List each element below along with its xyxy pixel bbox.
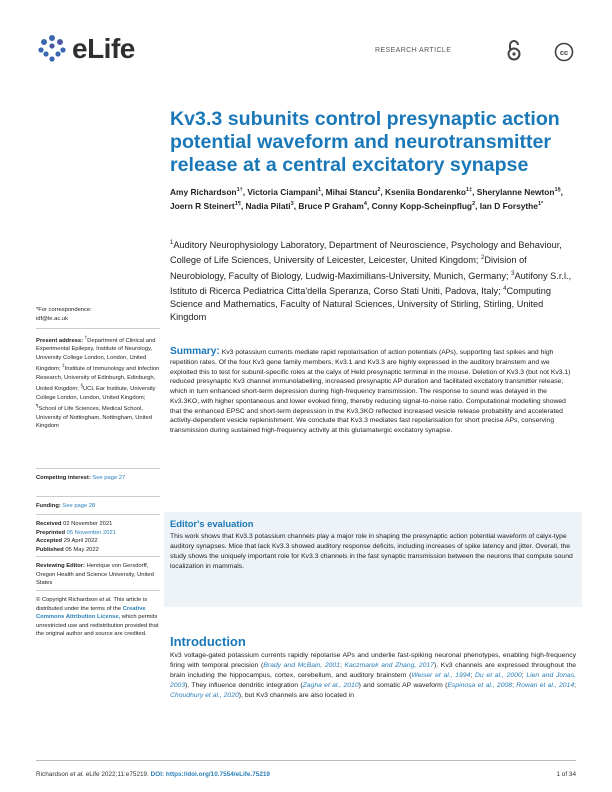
present-address-text: Institute of Immunology and Infection Research, University of Edinburgh, Edinburgh, United Kingdom; [36, 366, 160, 393]
date-label: Preprinted [36, 529, 65, 536]
date-label: Accepted [36, 538, 63, 544]
copyright-terms: This article is distributed under the terms of the [36, 597, 148, 612]
elife-logo[interactable] [36, 32, 136, 66]
present-address-text: Department of Clinical and Experimental Epilepsy, Institute of Neurology, University College London, London, United Kingdom; [36, 337, 156, 373]
correspondence-label: *For correspondence: [36, 307, 92, 313]
citation-link[interactable]: Brady and McBain, 2001 [263, 662, 340, 669]
author-superscript: 1* [537, 201, 544, 208]
article-type-label: RESEARCH ARTICLE [375, 47, 452, 54]
author-name[interactable]: Amy Richardson [170, 186, 237, 197]
date-row [36, 529, 160, 538]
sidebar-divider [36, 496, 160, 497]
author-name[interactable]: Joern R Steinert [170, 201, 235, 211]
page-number: 1 of 34 [556, 771, 576, 778]
date-value: 02 November 2021 [63, 521, 113, 527]
date-label: Published [36, 546, 64, 553]
footer-etal: et al. [70, 771, 84, 778]
intro-text-segment: ). Kv3 channels are expressed throughout the brain including the hippocampus, cortex, cerebellum, and auditory brainstem ( [170, 662, 577, 679]
author-name[interactable]: Mihai Stancu [325, 186, 378, 197]
present-address-block [36, 334, 160, 431]
copyright-block [36, 596, 160, 639]
funding [36, 502, 160, 511]
date-value[interactable]: 05 November 2021 [66, 529, 116, 536]
correspondence-block [36, 306, 160, 323]
present-address-label: Present address: [36, 337, 85, 344]
present-address-text: School of Life Sciences, Medical School, University of Nottingham, Nottingham, United Kingdom [36, 406, 152, 430]
editors-evaluation-heading: Editor's evaluation [170, 518, 254, 529]
footer-journal: eLife 2022;11:e75219. [83, 771, 151, 778]
present-address-mark: † [84, 335, 88, 340]
affiliation-text: Autifony S.r.l., Istituto di Ricerca Pediatrica Citta'della Speranza, Corso Stati Uniti, Padova, Italy; [170, 270, 572, 296]
footer-citation [36, 771, 270, 778]
svg-text:cc: cc [559, 48, 569, 57]
affiliation-number: 4 [503, 285, 507, 292]
citation-link[interactable]: Kaczmarek and Zhang, 2017 [344, 662, 434, 669]
summary-text: Kv3 potassium currents mediate rapid repolarisation of action potentials (APs), supporting fast spikes and high repetition rates. Of the four Kv3 gene family members, Kv3.1 and Kv3.3 are highly expressed in the auditory brainstem and we exploited this to test for subunit-specific roles at the calyx of Held presynaptic terminal in the mouse. Deletion of Kv3.3 (but not Kv3.1) reduced presynaptic Kv3 channel immunolabelling, increased presynaptic AP duration and facilitated excitatory transmitter release; which in turn enhanced short-term depression during high-frequency transmission. The response to sound was delayed in the Kv3.3KO, with higher spontaneous and lower evoked firing, thereby reducing signal-to-noise ratio. Computational modelling showed that the enhanced EPSC and short-term depression in the Kv3.3KO reflected increased vesicle release probability and accelerated activity-dependent vesicle replenishment. We conclude that Kv3.3 mediates fast repolarisation for short precise APs, conserving transmission during sustained high-frequency activity at this glutamatergic excitatory synapse. [170, 349, 571, 434]
citation-link[interactable]: Rowan et al., 2014 [516, 682, 575, 689]
intro-text-segment: ; [512, 682, 517, 689]
author-superscript: 1§ [554, 187, 561, 193]
sidebar-divider [36, 468, 160, 469]
competing-interest [36, 474, 160, 483]
author-superscript: 1¶ [234, 201, 241, 208]
footer-author: Richardson [36, 771, 71, 778]
editors-evaluation-text: This work shows that Kv3.3 potassium channels play a major role in shaping the presynaptic action potential waveform of calyx-type auditory synapses. Mice that lack Kv3.3 showed auditory response deficits, including increases of spike latency and jitter. Overall, the study shows the uniquely important role for Kv3.3 channels in the fast synaptic transmission between the neurons that compute sound localization in mammals. [170, 533, 573, 570]
open-access-icon[interactable] [505, 40, 523, 62]
footer-divider [36, 760, 576, 761]
intro-text-segment: ). They influence dendritic integration ( [185, 682, 303, 689]
article-title: Kv3.3 subunits control presynaptic action potential waveform and neurotransmitter release at a central excitatory synapse [170, 108, 560, 176]
present-address-text: UCL Ear Institute, University College London, London, United Kingdom; [36, 386, 156, 401]
sidebar-divider [36, 328, 160, 329]
reviewing-editor-text: Henrique von Gersdorff, Oregon Health and Science University, United States [36, 563, 154, 586]
intro-text-segment: Kv3 voltage-gated potassium currents rapidly repolarise APs and underlie fast-spiking neuronal phenotypes, enabling high-frequency firing with temporal precision ( [170, 652, 576, 669]
sidebar-divider [36, 590, 160, 591]
summary-heading: Summary: [170, 346, 220, 357]
author-name[interactable]: Bruce P Graham [298, 201, 364, 211]
elife-logo-mark-icon [36, 34, 68, 64]
author-superscript: 4 [363, 201, 367, 208]
present-address-mark: ¶ [36, 403, 39, 409]
intro-text-segment: ) and somatic AP waveform ( [358, 682, 448, 689]
intro-text-segment: ; [574, 682, 577, 689]
elife-logo-text: eLife [72, 33, 135, 64]
competing-interest-label: Competing interest: [36, 475, 93, 481]
citation-link[interactable]: Weiser et al., 1994 [411, 672, 471, 679]
date-row [36, 537, 160, 546]
intro-text-segment: ; [521, 672, 527, 679]
author-name[interactable]: Ian D Forsythe [479, 201, 538, 211]
reviewing-editor-label: Reviewing Editor: [36, 563, 87, 569]
dates-block [36, 520, 160, 554]
affiliation-number: 1 [170, 240, 174, 246]
funding-label: Funding: [36, 503, 63, 509]
affiliation-number: 2 [481, 255, 485, 262]
author-name[interactable]: Kseniia Bondarenko [385, 186, 467, 197]
correspondence-email-link[interactable]: idf@le.ac.uk [36, 315, 68, 322]
author-superscript: 2 [472, 201, 476, 208]
author-superscript: 1† [236, 187, 243, 193]
intro-text-segment: ; [339, 662, 345, 669]
competing-interest-link[interactable]: See page 27 [92, 475, 126, 481]
present-address-mark: § [80, 383, 83, 389]
funding-link[interactable]: See page 28 [62, 503, 96, 509]
author-superscript: 1‡ [466, 187, 473, 193]
license-link[interactable]: Creative Commons Attribution License, [36, 605, 146, 620]
citation-link[interactable]: Lien and Jonas, 2003 [170, 672, 576, 689]
affiliation-text: Auditory Neurophysiology Laboratory, Department of Neuroscience, Psychology and Behaviour, College of Life Sciences, University of Leicester, Leicester, United Kingdom; [170, 240, 562, 266]
author-name[interactable]: Sherylanne Newton [476, 186, 555, 197]
summary [170, 347, 576, 436]
intro-text-segment: ; [470, 672, 476, 679]
author-name[interactable]: Conny Kopp-Scheinpflug [371, 201, 473, 211]
date-row [36, 520, 160, 529]
affiliation-text: Computing Science and Mathematics, Faculty of Natural Sciences, University of Stirling, Stirling, United Kingdom [170, 285, 551, 323]
doi-link[interactable]: DOI: https://doi.org/10.7554/eLife.75219 [150, 771, 270, 778]
copyright-text: © Copyright Richardson [36, 597, 100, 603]
citation-link[interactable]: Du et al., 2000 [475, 672, 522, 679]
author-name[interactable]: Nadia Pilati [245, 201, 291, 211]
copyright-permission: which permits unrestricted use and redistribution provided that the original author and source are credited. [36, 614, 159, 637]
sidebar-divider [36, 556, 160, 557]
author-superscript: 3 [290, 201, 294, 208]
affiliation-number: 3 [511, 270, 515, 277]
date-row [36, 546, 160, 555]
date-value: 29 April 2022 [63, 538, 98, 544]
copyright-etal: et al. [99, 597, 112, 603]
affiliation-text: Division of Neurobiology, Faculty of Biology, Ludwig-Maximilians-University, Munich, Germany; [170, 255, 527, 281]
author-superscript: 2 [377, 187, 381, 193]
creative-commons-icon[interactable] [554, 42, 574, 62]
introduction-text [170, 651, 576, 701]
present-address-mark: ‡ [62, 363, 65, 369]
date-label: Received [36, 521, 62, 527]
citation-link[interactable]: Espinosa et al., 2008 [447, 682, 513, 689]
date-value: 05 May 2022 [65, 546, 99, 553]
author-name[interactable]: Victoria Ciampani [247, 186, 318, 197]
author-superscript: 1 [317, 187, 321, 193]
intro-text-segment: ), but Kv3 channels are also located in [238, 692, 355, 699]
citation-link[interactable]: Zagha et al., 2010 [302, 682, 359, 689]
affiliations [170, 237, 575, 324]
author-list: Amy Richardson$^{1\dagger}$, Victoria Ciampani$^1$, Mihai Stancu$^2$, Kseniia Bondarenko$^{1\ddagger}$, Sherylanne Newton$^{1\S}$, Joern R Steinert$^{1\P}$, Nadia Pilati$^3$, Bruce P Graham$^4$, Conny Kopp-Scheinpflug$^2$, Ian D Forsythe$^{1*}$ [170, 186, 563, 211]
citation-link[interactable]: Choudhury et al., 2020 [170, 692, 239, 699]
reviewing-editor [36, 562, 160, 588]
introduction-heading: Introduction [170, 634, 246, 649]
sidebar-divider [36, 514, 160, 515]
